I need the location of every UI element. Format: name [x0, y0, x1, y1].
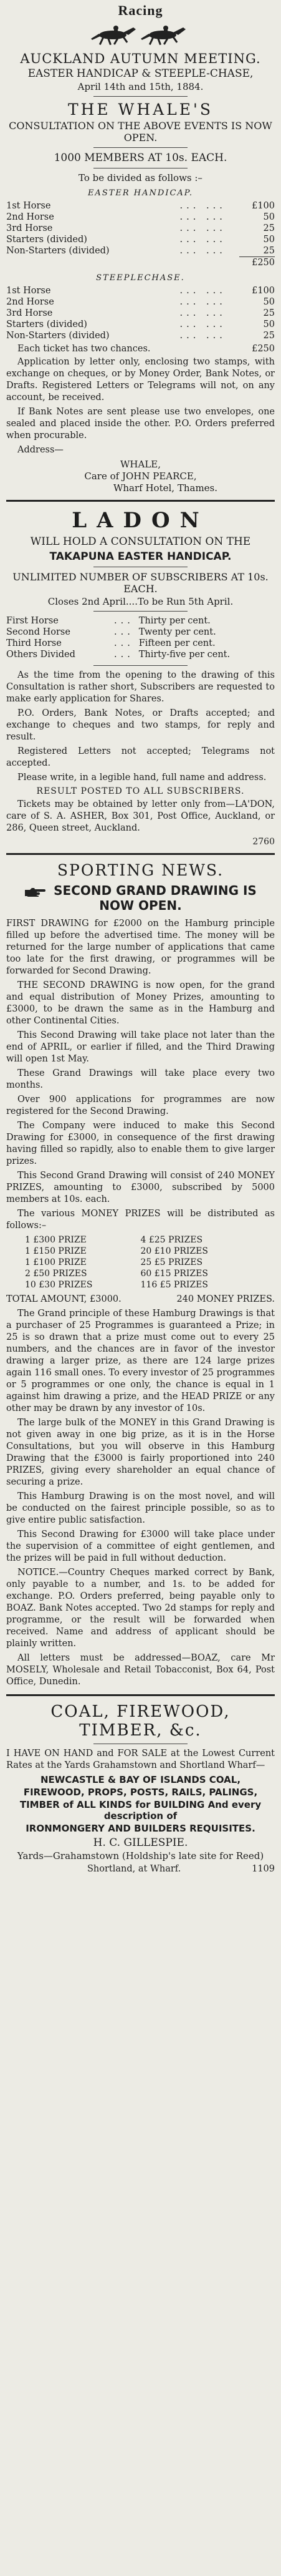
sporting-advert: [6, 861, 275, 1688]
steeple-amount: 25: [263, 308, 275, 318]
easter-total: £250: [239, 257, 275, 269]
steeple-row: [6, 330, 275, 341]
ladon-share-row: [6, 615, 275, 627]
steeple-prize-table: [6, 285, 275, 341]
sporting-p2: THE SECOND DRAWING is now open, for the grand and equal distribution of Money Prizes, amounting to £3000, to be drawn the same as in the Hamburg and other Continental Cities.: [6, 980, 275, 1026]
whale-addr-3: Wharf Hotel, Thames.: [113, 482, 218, 494]
ladon-advert: [6, 508, 275, 847]
prize-list-left: [25, 1234, 141, 1290]
pointing-hand-icon: [24, 887, 45, 897]
prize-item: 20 £10 PRIZES: [140, 1246, 208, 1256]
divider: [6, 1694, 275, 1696]
racing-horses-icon: [79, 21, 203, 46]
ladon-title: LADON: [72, 508, 209, 533]
ladon-share: Thirty per cent.: [138, 616, 211, 626]
coal-ref: 1109: [252, 1864, 275, 1874]
whale-advert: [6, 51, 275, 494]
racing-header: [6, 2, 275, 46]
leader-dots: ... ...: [179, 331, 226, 341]
sporting-p1: FIRST DRAWING for £2000 on the Hamburg principle filled up before the advertised time. The money will be returned for the large number of applications that came too late for the first drawing, or programmes will be forwarded for Second Drawing.: [6, 919, 275, 976]
ladon-share: Thirty-five per cent.: [138, 650, 231, 660]
leader-dots: ... ...: [179, 308, 226, 318]
ladon-share-row: [6, 638, 275, 649]
easter-row: [6, 234, 275, 245]
leader-dots: ...: [114, 627, 134, 637]
prize-list-right: [141, 1234, 257, 1290]
grand-drawing-text: SECOND GRAND DRAWING IS NOW OPEN.: [54, 883, 257, 913]
easter-total-row: [6, 257, 275, 269]
ladon-ref: 2760: [252, 837, 275, 847]
steeple-row: [6, 319, 275, 330]
prize-item: 116 £5 PRIZES: [140, 1280, 208, 1290]
steeple-label: Non-Starters (divided): [6, 331, 110, 341]
easter-amount: 50: [263, 235, 275, 245]
easter-prize-table: [6, 200, 275, 268]
sporting-p12: This Second Drawing for £3000 will take place under the supervision of a committee of eight gentlemen, and the prizes will be paid in full without deduction.: [6, 1530, 275, 1563]
easter-label: Non-Starters (divided): [6, 246, 110, 256]
whale-consultation: CONSULTATION ON THE ABOVE EVENTS IS NOW OPEN.: [9, 120, 272, 144]
prize-item: 4 £25 PRIZES: [140, 1235, 203, 1245]
prize-item: 10 £30 PRIZES: [25, 1280, 93, 1290]
ladon-share: Fifteen per cent.: [138, 638, 216, 648]
whale-title: THE WHALE'S: [67, 100, 214, 119]
steeple-row: [6, 296, 275, 308]
divider: [6, 853, 275, 855]
easter-row: [6, 223, 275, 234]
coal-yards: Yards—Grahamstown (Holdship's late site for Reed): [17, 1850, 264, 1861]
divider: [93, 611, 188, 612]
ladon-body-5: Tickets may be obtained by letter only from—LA'DON, care of S. A. ASHER, Box 301, Post Office, Auckland, or 286, Queen street, Auckland.: [6, 799, 275, 833]
sporting-p3: This Second Drawing will take place not later than the end of APRIL, or earlier if filled, and the Third Drawing will open 1st May.: [6, 1030, 275, 1064]
whale-addr-1: WHALE,: [120, 459, 161, 470]
prize-item: 60 £15 PRIZES: [140, 1269, 208, 1279]
steeple-label: 2nd Horse: [6, 297, 54, 307]
easter-row: [6, 212, 275, 223]
sporting-p14: All letters must be addressed—BOAZ, care Mr MOSELY, Wholesale and Retail Tobacconist, Box 64, Post Office, Dunedin.: [6, 1653, 275, 1687]
divider: [93, 96, 188, 97]
steeple-row: [6, 308, 275, 319]
coal-line-2: FIREWOOD, PROPS, POSTS, RAILS, PALINGS,: [23, 1787, 258, 1798]
prize-item: 1 £300 PRIZE: [25, 1235, 87, 1245]
ladon-closes: Closes 2nd April....To be Run 5th April.: [47, 596, 234, 607]
steeple-amount: 25: [263, 331, 275, 341]
ladon-event: TAKAPUNA EASTER HANDICAP.: [49, 550, 232, 563]
steeple-amount: 50: [263, 320, 275, 329]
ladon-share: Twenty per cent.: [138, 627, 216, 637]
leader-dots: ... ...: [179, 320, 226, 329]
total-line: [6, 1294, 275, 1304]
prize-item: 2 £50 PRIZES: [25, 1269, 87, 1279]
whale-members: 1000 MEMBERS AT 10s. EACH.: [54, 152, 227, 164]
steeplechase-head: STEEPLECHASE.: [96, 273, 185, 283]
leader-dots: ... ...: [179, 201, 226, 211]
grand-drawing-headline: [6, 883, 275, 913]
easter-amount: £100: [252, 201, 275, 211]
coal-p1: I HAVE ON HAND and FOR SALE at the Lowest Current Rates at the Yards Grahamstown and Shortland Wharf—: [6, 1749, 275, 1770]
ladon-body-2: P.O. Orders, Bank Notes, or Drafts accepted; and exchange to cheques and two stamps, for reply and result.: [6, 708, 275, 742]
whale-addr-2: Care of JOHN PEARCE,: [84, 471, 197, 482]
easter-label: Starters (divided): [6, 235, 87, 245]
easter-label: 2nd Horse: [6, 212, 54, 222]
coal-title: COAL, FIREWOOD, TIMBER, &c.: [50, 1702, 231, 1740]
easter-amount: 50: [263, 212, 275, 222]
coal-shortland: Shortland, at Wharf.: [87, 1864, 181, 1874]
coal-advert: [6, 1702, 275, 1874]
divider: [93, 147, 188, 148]
ladon-body-4: Please write, in a legible hand, full name and address.: [17, 773, 267, 783]
sporting-p8: The various MONEY PRIZES will be distributed as follows:–: [6, 1209, 275, 1231]
ladon-place: First Horse: [6, 616, 59, 626]
coal-name: H. C. GILLESPIE.: [93, 1837, 188, 1849]
leader-dots: ... ...: [179, 286, 226, 296]
chances-total: £250: [252, 344, 275, 354]
easter-row: [6, 200, 275, 212]
steeple-label: 3rd Horse: [6, 308, 53, 318]
prize-item: 1 £100 PRIZE: [25, 1257, 87, 1267]
leader-dots: ... ...: [179, 212, 226, 222]
leader-dots: ...: [114, 616, 134, 626]
ladon-place: Others Divided: [6, 650, 75, 660]
easter-amount: 25: [263, 223, 275, 233]
easter-row: [6, 245, 275, 257]
steeple-label: Starters (divided): [6, 320, 87, 329]
total-prizes: 240 MONEY PRIZES.: [176, 1294, 275, 1304]
leader-dots: ...: [114, 638, 134, 648]
leader-dots: ... ...: [179, 223, 226, 233]
steeple-row: [6, 285, 275, 296]
whale-meeting: AUCKLAND AUTUMN MEETING.: [20, 51, 261, 66]
easter-handicap-head: EASTER HANDICAP.: [87, 188, 194, 198]
sporting-p9: The Grand principle of these Hamburg Drawings is that a purchaser of 25 Programmes is guaranteed a Prize; in 25 is so drawn that a prize must come out to every 25 numbers, and the chances are in favor of the investor drawing a larger prize, as there are 124 large prizes again 116 small ones. To every investor of 25 programmes or 5 programmes or one only, the chance is equal in 1 against him drawing a prize, and the HEAD PRIZE or any other may be drawn by any investor of 10s.: [6, 1309, 275, 1413]
ladon-line1: WILL HOLD A CONSULTATION ON THE: [30, 535, 251, 548]
steeple-label: 1st Horse: [6, 286, 51, 296]
ladon-place: Second Horse: [6, 627, 70, 637]
steeple-amount: £100: [252, 286, 275, 296]
sporting-p6: The Company were induced to make this Second Drawing for £3000, in consequence of the first drawing having filled so rapidly, also to enable them to give larger prizes.: [6, 1121, 275, 1166]
chances-row: [6, 344, 275, 354]
leader-dots: ... ...: [179, 297, 226, 307]
sporting-p5: Over 900 applications for programmes are now registered for the Second Drawing.: [6, 1095, 275, 1116]
divider: [93, 665, 188, 666]
sporting-p13: NOTICE.—Country Cheques marked correct by Bank, only payable to a number, and 1s. to be added for exchange. P.O. Orders preferred, being payable only to BOAZ. Bank Notes accepted. Two 2d stamps for reply and programme, or the result will be forwarded when received. Name and address of applicant should be plainly written.: [6, 1568, 275, 1649]
ladon-body-1: As the time from the opening to the drawing of this Consultation is rather short, Subscribers are requested to make early application for Shares.: [6, 670, 275, 704]
prize-item: 25 £5 PRIZES: [140, 1257, 203, 1267]
easter-label: 3rd Horse: [6, 223, 53, 233]
easter-label: 1st Horse: [6, 201, 51, 211]
divider: [6, 500, 275, 502]
leader-dots: ... ...: [179, 235, 226, 245]
ladon-share-row: [6, 649, 275, 660]
coal-footer: [6, 1864, 275, 1874]
coal-line-4: IRONMONGERY AND BUILDERS REQUISITES.: [26, 1823, 255, 1834]
ladon-share-table: [6, 615, 275, 660]
leader-dots: ... ...: [179, 246, 226, 256]
ladon-body-3: Registered Letters not accepted; Telegrams not accepted.: [6, 746, 275, 768]
prize-item: 1 £150 PRIZE: [25, 1246, 87, 1256]
ladon-place: Third Horse: [6, 638, 62, 648]
ladon-unlimited: UNLIMITED NUMBER OF SUBSCRIBERS AT 10s. EACH.: [12, 571, 269, 595]
leader-dots: ...: [114, 650, 134, 660]
sporting-p4: These Grand Drawings will take place every two months.: [6, 1068, 275, 1090]
chances-text: Each ticket has two chances.: [17, 344, 151, 354]
coal-line-1: NEWCASTLE & BAY OF ISLANDS COAL,: [40, 1774, 241, 1785]
whale-address-label: Address—: [17, 445, 64, 455]
total-amount: TOTAL AMOUNT, £3000.: [6, 1294, 121, 1304]
sporting-p11: This Hamburg Drawing is on the most novel, and will be conducted on the fairest principle possible, so as to give entire public satisfaction.: [6, 1491, 275, 1525]
sporting-title: SPORTING NEWS.: [57, 861, 224, 879]
ladon-share-row: [6, 627, 275, 638]
racing-title: Racing: [118, 2, 163, 18]
sporting-p7: This Second Grand Drawing will consist of 240 MONEY PRIZES, amounting to £3000, subscribed by 5000 members at 10s. each.: [6, 1171, 275, 1204]
whale-race: EASTER HANDICAP & STEEPLE-CHASE,: [27, 67, 254, 80]
easter-amount: 25: [263, 246, 275, 256]
whale-dates: April 14th and 15th, 1884.: [77, 81, 204, 92]
sporting-p10: The large bulk of the MONEY in this Grand Drawing is not given away in one big prize, as it is in the Horse Consultations, but you will observe in this Hamburg Drawing that the £3000 is fairly proportioned into 240 PRIZES, giving every shareholder an equal chance of securing a prize.: [6, 1418, 275, 1487]
whale-body-1: Application by letter only, enclosing two stamps, with exchange on cheques, or by Money Order, Bank Notes, or Drafts. Registered Letters or Telegrams will not, on any account, be received.: [6, 357, 275, 402]
whale-divided: To be divided as follows :–: [79, 172, 202, 183]
whale-body-2: If Bank Notes are sent please use two envelopes, one sealed and placed inside the other. P.O. Orders preferred when procurable.: [6, 407, 275, 441]
prize-list: [25, 1234, 256, 1290]
ladon-result: RESULT POSTED TO ALL SUBSCRIBERS.: [36, 786, 245, 796]
coal-line-3: TIMBER of ALL KINDS for BUILDING And every description of: [19, 1799, 262, 1822]
steeple-amount: 50: [263, 297, 275, 307]
